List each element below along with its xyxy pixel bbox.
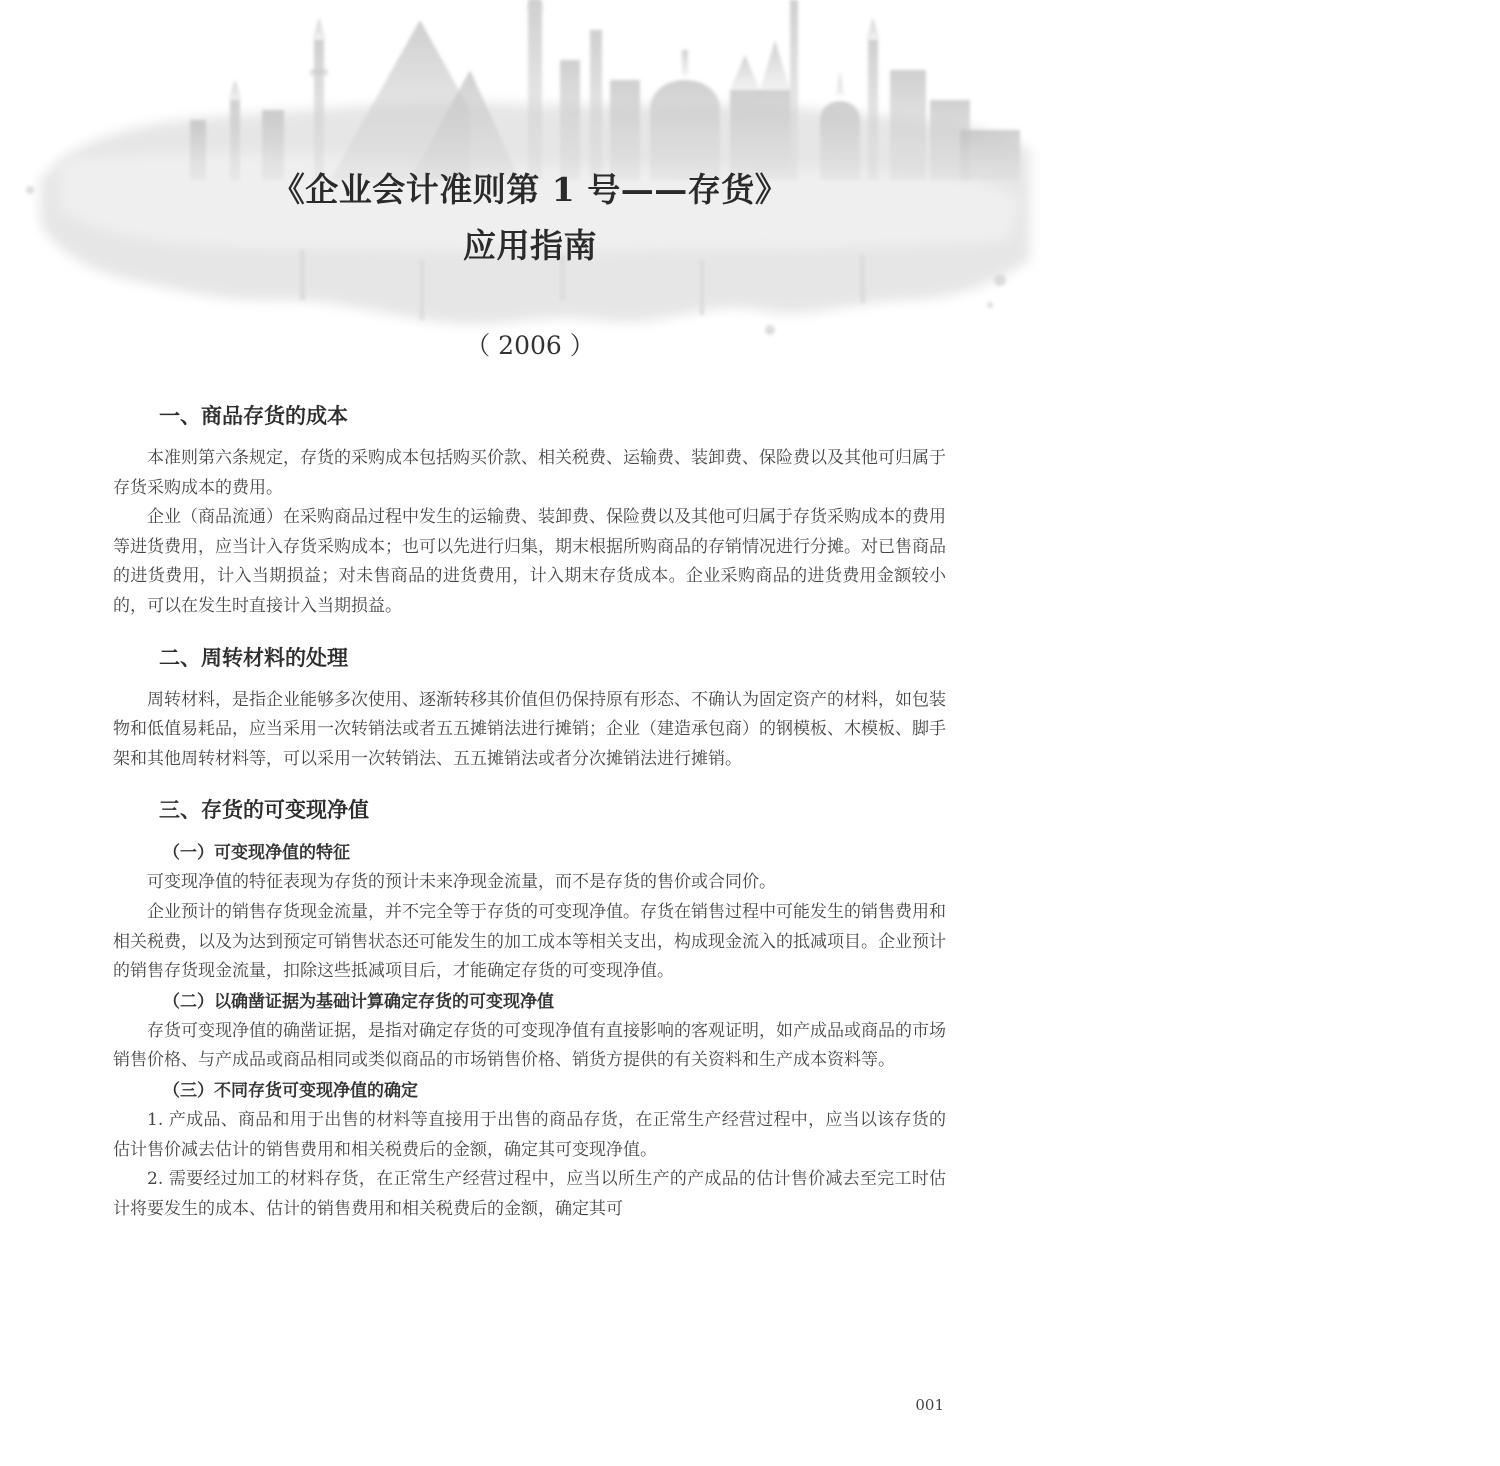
subsection-heading: （一）可变现净值的特征: [163, 843, 350, 864]
subsection-heading: （二）以确凿证据为基础计算确定存货的可变现净值: [163, 991, 554, 1012]
document-year: （ 2006 ）: [465, 331, 595, 360]
section-heading: 二、周转材料的处理: [159, 645, 348, 670]
paragraph: 1. 产成品、商品和用于出售的材料等直接用于出售的商品存货，在正常生产经营过程中，应当以该存货的估计售价减去估计的销售费用和相关税费后的金额，确定其可变现净值。: [113, 1109, 946, 1160]
document-title: [180, 162, 880, 274]
title-line-1: 《企业会计准则第 1 号——存货》: [271, 170, 789, 209]
paragraph: 本准则第六条规定，存货的采购成本包括购买价款、相关税费、运输费、装卸费、保险费以及其他可归属于存货采购成本的费用。: [113, 448, 946, 498]
paragraph: 周转材料，是指企业能够多次使用、逐渐转移其价值但仍保持原有形态、不确认为固定资产的材料，如包装物和低值易耗品，应当采用一次转销法或者五五摊销法进行摊销；企业（建造承包商）的钢模板、木模板、脚手架和其他周转材料等，可以采用一次转销法、五五摊销法或者分次摊销法进行摊销。: [113, 689, 946, 769]
paragraph: 2. 需要经过加工的材料存货，在正常生产经营过程中，应当以所生产的产成品的估计售价减去至完工时估计将要发生的成本、估计的销售费用和相关税费后的金额，确定其可: [113, 1169, 946, 1219]
title-line-2: 应用指南: [463, 226, 597, 265]
paragraph: 可变现净值的特征表现为存货的预计未来净现金流量，而不是存货的售价或合同价。: [147, 872, 776, 893]
section-heading: 三、存货的可变现净值: [159, 798, 369, 823]
paragraph: 存货可变现净值的确凿证据，是指对确定存货的可变现净值有直接影响的客观证明，如产成品或商品的市场销售价格、与产成品或商品相同或类似商品的市场销售价格、销货方提供的有关资料和生产成本资料等。: [113, 1020, 946, 1071]
paragraph: 企业预计的销售存货现金流量，并不完全等于存货的可变现净值。存货在销售过程中可能发生的销售费用和相关税费，以及为达到预定可销售状态还可能发生的加工成本等相关支出，构成现金流入的抵减项目。企业预计的销售存货现金流量，扣除这些抵减项目后，才能确定存货的可变现净值。: [113, 901, 946, 982]
paragraph: 企业（商品流通）在采购商品过程中发生的运输费、装卸费、保险费以及其他可归属于存货采购成本的费用等进货费用，应当计入存货采购成本；也可以先进行归集，期末根据所购商品的存销情况进行分摊。对已售商品的进货费用，计入当期损益；对未售商品的进货费用，计入期末存货成本。企业采购商品的进货费用金额较小的，可以在发生时直接计入当期损益。: [113, 507, 946, 616]
subsection-heading: （三）不同存货可变现净值的确定: [163, 1080, 418, 1101]
document-body: [113, 398, 946, 1224]
section-heading: 一、商品存货的成本: [159, 404, 348, 428]
page-number: 001: [915, 1396, 944, 1414]
